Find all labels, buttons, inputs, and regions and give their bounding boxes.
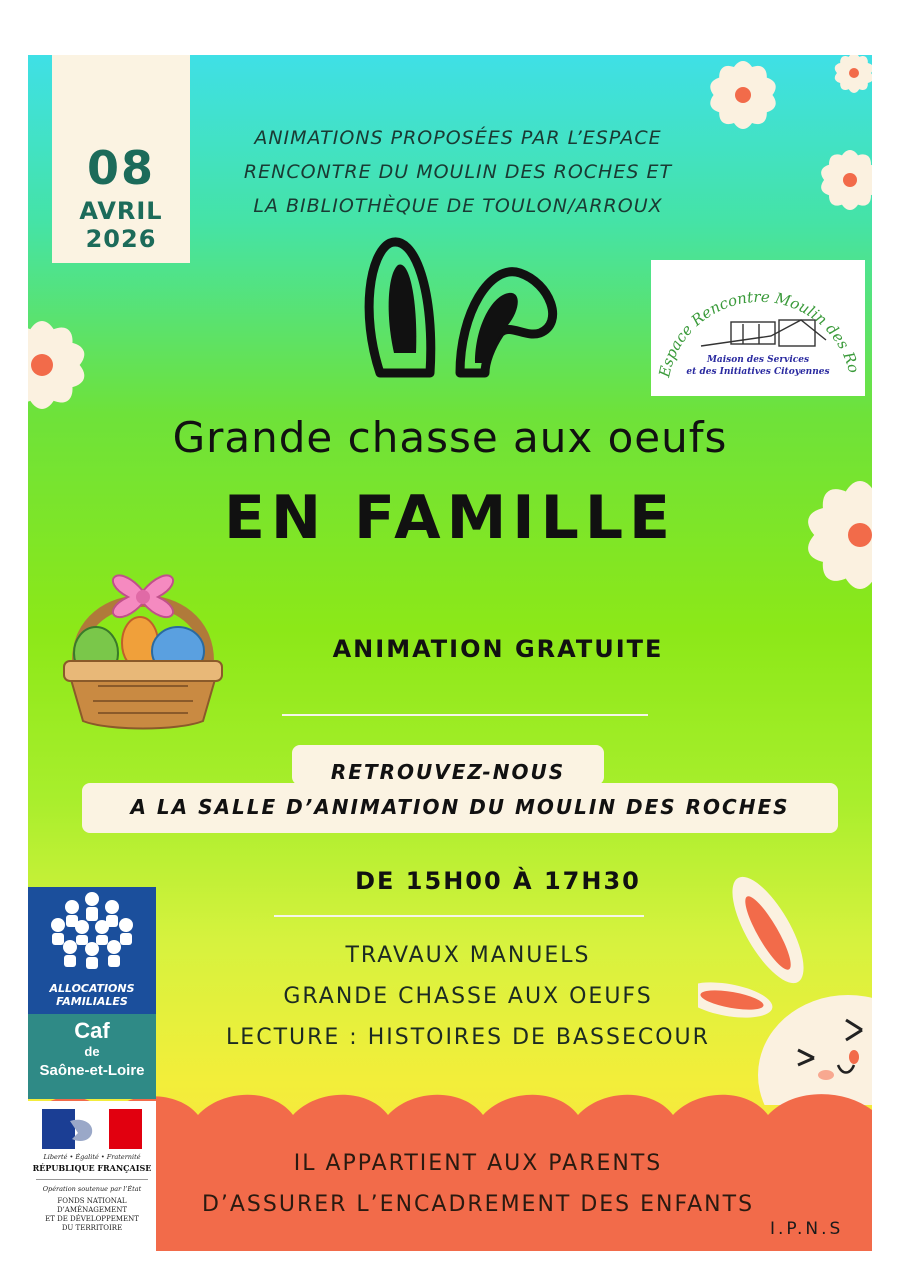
venue-line-1: RETROUVEZ-NOUS <box>330 760 566 784</box>
notice-line: IL APPARTIENT AUX PARENTS <box>293 1151 663 1176</box>
partner-logo-arc-text: Espace Rencontre Moulin des Ro <box>655 287 864 379</box>
caf-line2: FAMILIALES <box>56 995 128 1008</box>
event-title: Grande chasse aux oeufs <box>172 413 728 462</box>
list-item: GRANDE CHASSE AUX OEUFS <box>283 984 653 1009</box>
republique-logo <box>28 1101 156 1251</box>
notice-line: D’ASSURER L’ENCADREMENT DES ENFANTS <box>201 1192 755 1217</box>
rf-fund-line: FONDS NATIONAL <box>57 1197 127 1205</box>
caf-dept: Saône-et-Loire <box>39 1062 145 1079</box>
parental-notice <box>128 1143 828 1225</box>
partner-logo-line1: Maison des Services <box>706 355 810 365</box>
event-subtitle: EN FAMILLE <box>223 483 677 553</box>
rf-operation: Opération soutenue par l’État <box>42 1185 142 1193</box>
flower-icon <box>798 125 872 235</box>
organizers-line: LA BIBLIOTHÈQUE DE TOULON/ARROUX <box>253 195 663 217</box>
marianne-icon <box>42 1109 142 1149</box>
rf-fund-line: DU TERRITOIRE <box>61 1224 123 1232</box>
date-month: AVRIL <box>79 197 163 225</box>
activities-list <box>148 935 788 1058</box>
divider <box>36 1179 148 1180</box>
date-day: 08 <box>86 141 155 195</box>
rf-motto: Liberté • Égalité • Fraternité <box>43 1153 141 1161</box>
caf-de: de <box>84 1044 100 1059</box>
rf-fund-line: D’AMÉNAGEMENT <box>56 1206 128 1214</box>
divider <box>274 915 644 917</box>
bunny-icon <box>698 875 872 1105</box>
caf-logo <box>28 887 156 1099</box>
partner-logo <box>651 260 865 396</box>
list-item: TRAVAUX MANUELS <box>345 943 591 968</box>
organizers-line: ANIMATIONS PROPOSÉES PAR L’ESPACE <box>254 127 662 149</box>
partner-logo-line2: et des Initiatives Citoyennes <box>686 367 830 377</box>
bunny-ears-icon <box>360 233 580 383</box>
rf-fund-line: ET DE DÉVELOPPEMENT <box>45 1215 139 1223</box>
caf-name: Caf <box>74 1018 110 1043</box>
free-animation-label: ANIMATION GRATUITE <box>332 635 664 663</box>
date-year: 2026 <box>85 225 157 253</box>
divider <box>282 714 648 716</box>
poster <box>28 55 872 1251</box>
caf-alloc-text <box>28 982 156 1008</box>
organizers-line: RENCONTRE DU MOULIN DES ROCHES ET <box>243 161 673 183</box>
caf-line1: ALLOCATIONS <box>49 982 135 995</box>
list-item: LECTURE : HISTOIRES DE BASSECOUR <box>226 1025 710 1050</box>
venue-line-2: A LA SALLE D’ANIMATION DU MOULIN DES ROCHES <box>130 795 790 819</box>
flower-icon <box>818 55 872 115</box>
event-time: DE 15H00 À 17H30 <box>355 867 641 895</box>
rf-name: RÉPUBLIQUE FRANÇAISE <box>32 1163 152 1173</box>
organizers-text <box>198 121 718 223</box>
rf-fund-text <box>28 1197 156 1233</box>
caf-logo-icon <box>28 887 156 1014</box>
date-box <box>52 55 190 263</box>
ipns-mention: I.P.N.S <box>770 1219 844 1239</box>
